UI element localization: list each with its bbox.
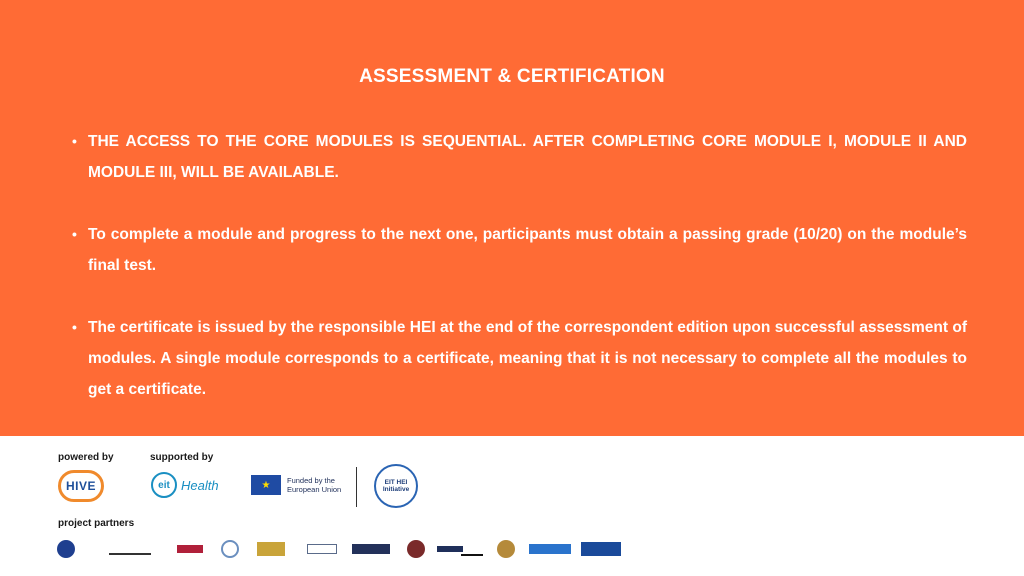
- hive-logo: [58, 470, 104, 502]
- partner-logo-crest: [497, 536, 515, 562]
- partner-logo-coimbra: [109, 536, 151, 562]
- partner-logo-seal: [221, 536, 239, 562]
- hive-logo-text: HIVE: [65, 479, 96, 493]
- footer-divider: [356, 467, 357, 507]
- ted-mark-icon: [437, 546, 463, 552]
- eit-logo-text: Health: [181, 477, 219, 493]
- eu-text-line1: Funded by the: [287, 476, 335, 485]
- eu-flag-icon: ★: [251, 475, 281, 495]
- initiative-line1: EIT HEI: [384, 479, 408, 486]
- bullet-item-sequential-access: • THE ACCESS TO THE CORE MODULES IS SEQUENTIAL. AFTER COMPLETING CORE MODULE I, MODULE II AND MODULE III, WILL BE AVAILABLE.: [70, 126, 967, 188]
- bullet-item-certificate: • The certificate is issued by the responsible HEI at the end of the correspondent edition upon successful assessment of modules. A single module corresponds to a certificate, meaning that it is not necessary to complete all the modules to get a certificate.: [70, 312, 967, 405]
- partner-logo-ted-university: [437, 536, 463, 562]
- eit-hei-initiative-logo: [374, 464, 418, 508]
- eit-health-logo: [151, 472, 219, 498]
- eu-text-line2: European Union: [287, 485, 342, 494]
- bullet-list: [70, 126, 967, 405]
- coursera-wordmark-icon: [529, 544, 571, 554]
- semmelweis-mark-icon: [352, 544, 390, 554]
- partner-logo-ras: [177, 536, 203, 562]
- partner-logo-emblem: [407, 536, 425, 562]
- c2u-mark-icon: [257, 542, 285, 556]
- powered-by-label: powered by: [58, 452, 114, 463]
- partner-logo-semmelweis: [352, 536, 390, 562]
- bullet-item-passing-grade: • To complete a module and progress to the next one, participants must obtain a passing grade (10/20) on the module’s final test.: [70, 219, 967, 281]
- partner-logo-coursera: [529, 536, 571, 562]
- page-title: ASSESSMENT & CERTIFICATION: [359, 66, 665, 87]
- partner-logo-cranfield: [581, 536, 621, 562]
- supported-by-label: supported by: [150, 452, 214, 463]
- partner-logos-row: [57, 536, 637, 562]
- eu-funded-logo: [251, 475, 341, 495]
- seal-icon: [221, 540, 239, 558]
- coimbra-wordmark-icon: [109, 543, 151, 555]
- eit-logo-mark: eit: [151, 472, 177, 498]
- university-wordmark-icon: [307, 544, 337, 554]
- ras-mark-icon: [177, 545, 203, 553]
- essec-mark-icon: [461, 542, 483, 556]
- initiative-line2: Initiative: [382, 486, 410, 493]
- partner-logo-university: [307, 536, 337, 562]
- partner-logo-c2u: [257, 536, 285, 562]
- partner-logo-university-of-latvia: [57, 536, 75, 562]
- latvia-seal-icon: [57, 540, 75, 558]
- project-partners-label: project partners: [58, 518, 135, 529]
- emblem-icon: [407, 540, 425, 558]
- partner-logo-essec: [461, 536, 483, 562]
- crest-icon: [497, 540, 515, 558]
- cranfield-mark-icon: [581, 542, 621, 556]
